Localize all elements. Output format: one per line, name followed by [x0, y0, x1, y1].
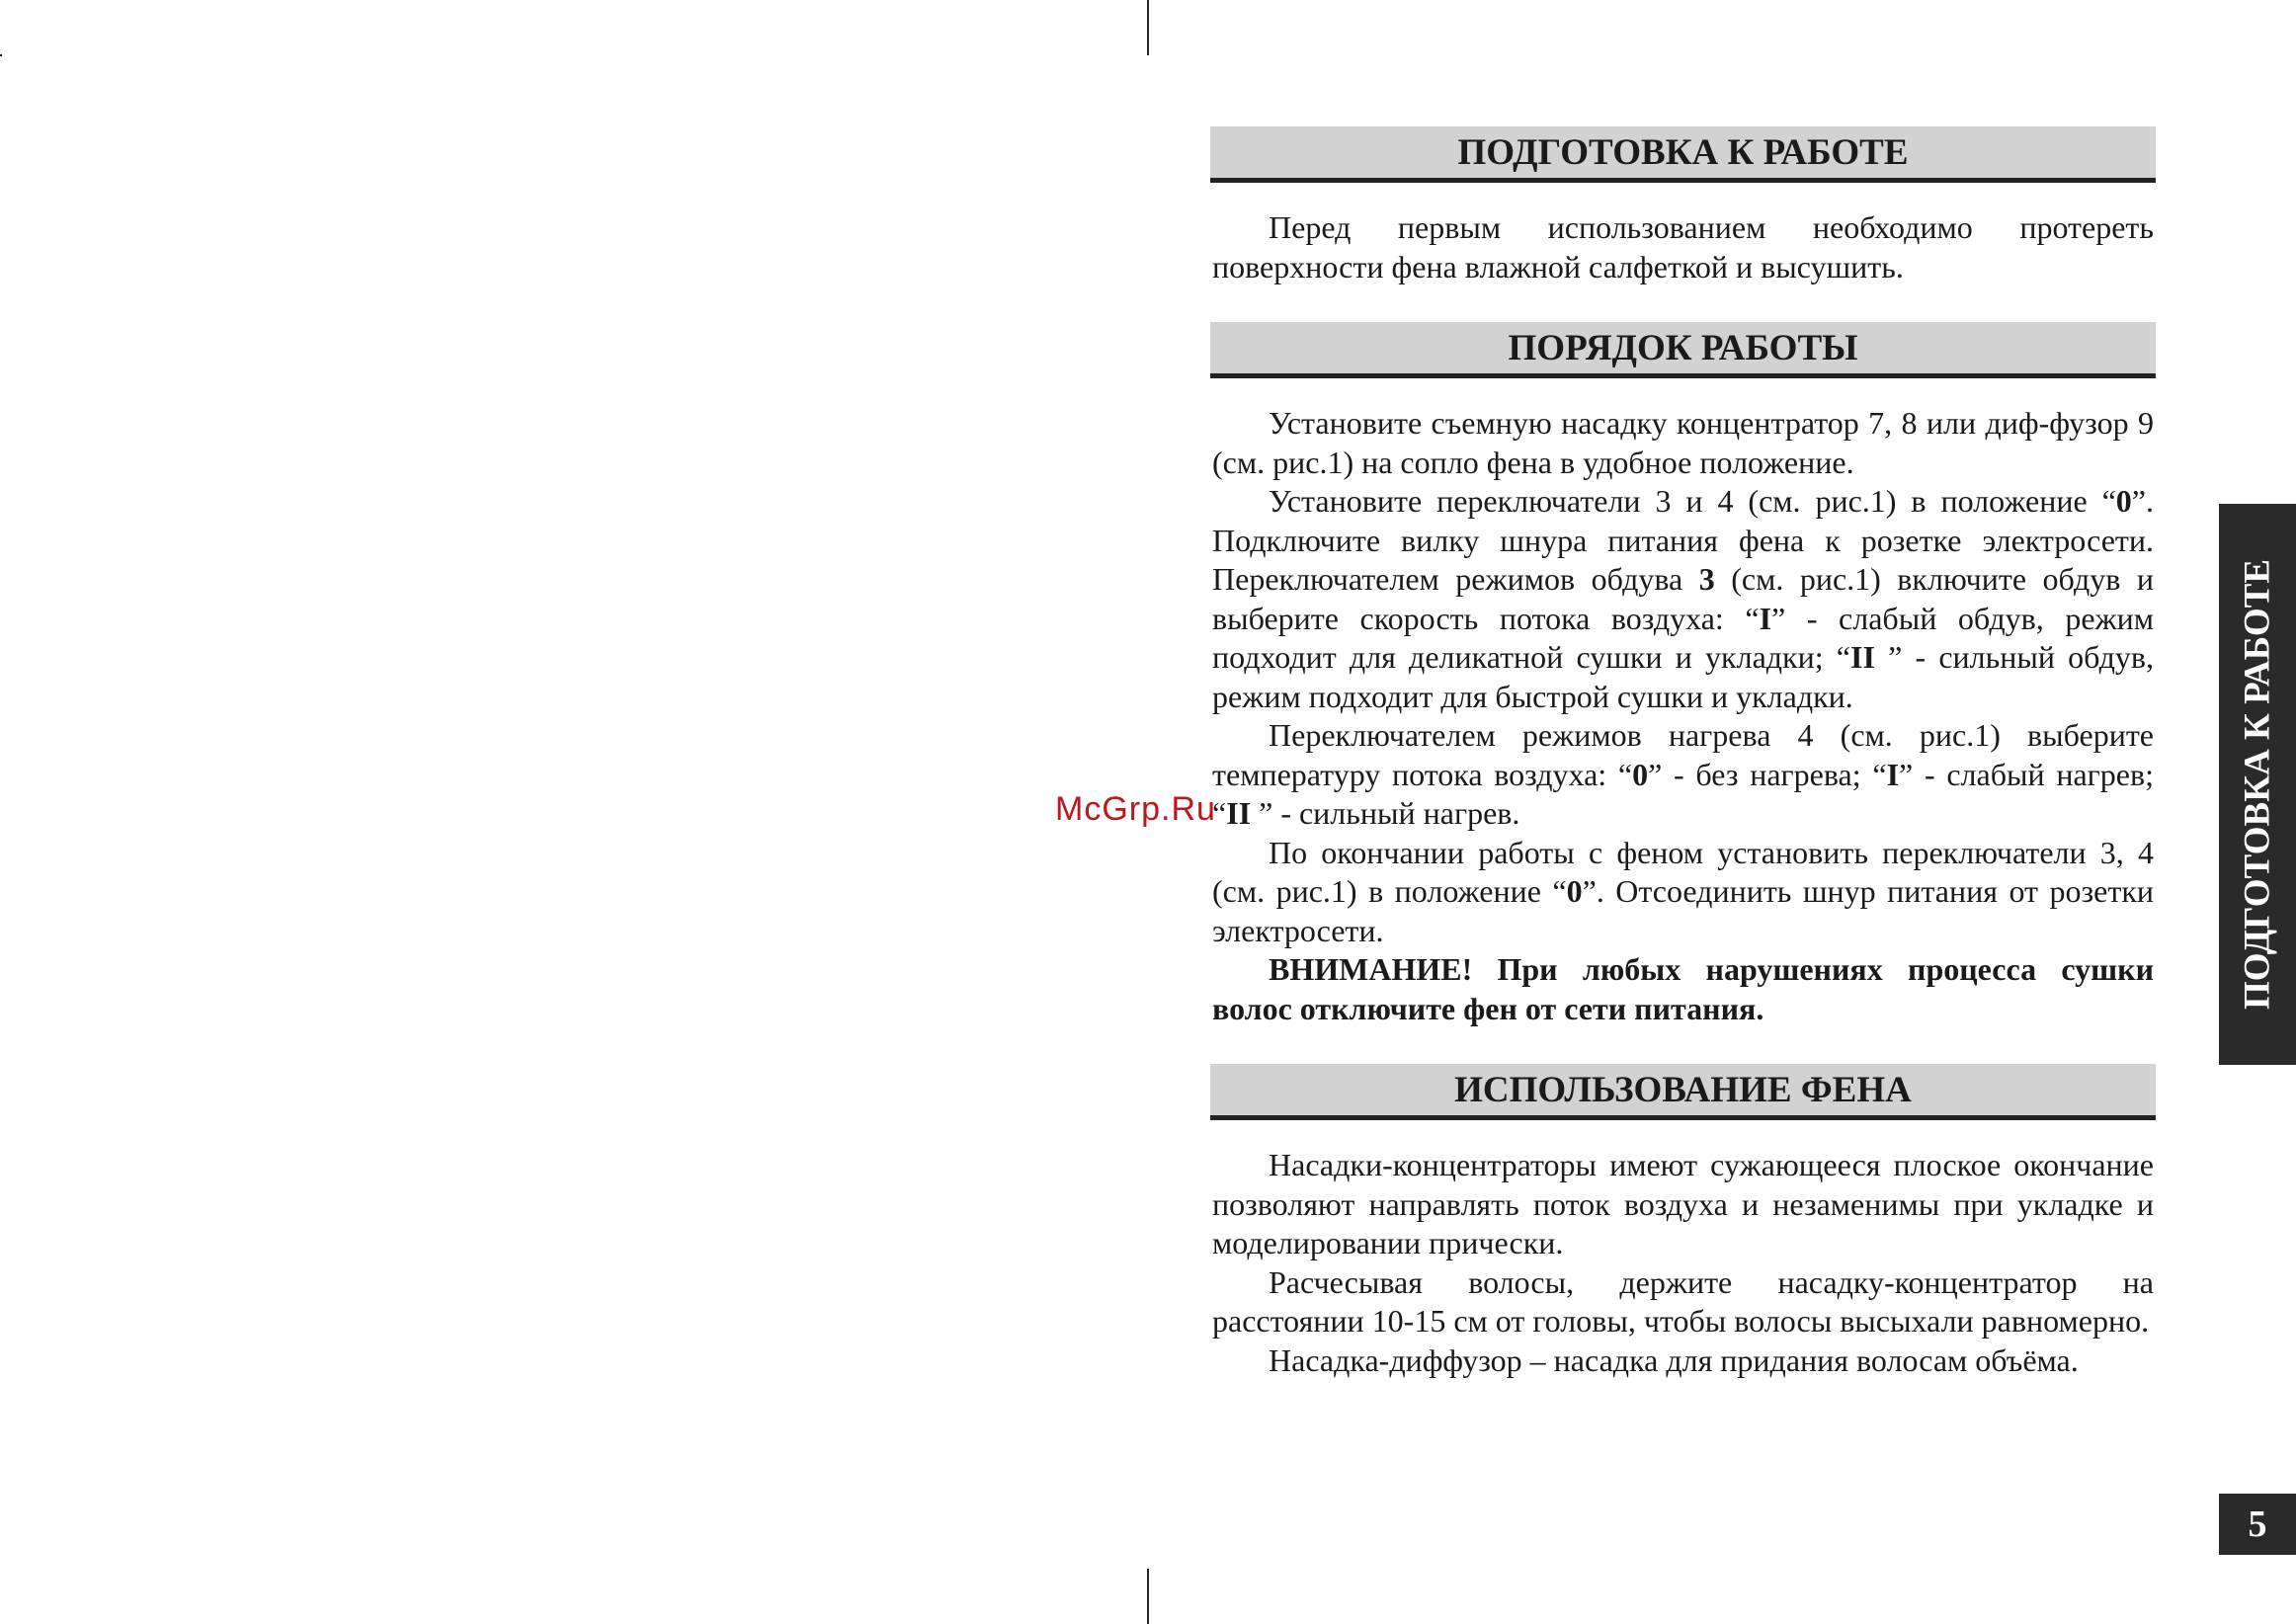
section-body: [1210, 404, 2156, 1028]
bold-text: ВНИМАНИЕ! При любых нарушениях процесса сушки волос отключите фен от сети питания.: [1212, 951, 2154, 1026]
text-run: ” - сильный обдув, режим подходит для быстрой сушки и укладки.: [1212, 639, 2155, 714]
manual-content: [1210, 126, 2156, 1416]
text-run: ”. Отсоединить шнур питания от розетки электросети.: [1212, 873, 2155, 948]
paragraph: [1212, 834, 2154, 951]
bold-text: II: [1226, 795, 1252, 831]
page-number: 5: [2219, 1494, 2296, 1555]
crop-mark: [1147, 1569, 1149, 1624]
paragraph: [1212, 950, 2154, 1028]
bold-text: 0: [1566, 873, 1583, 909]
section-body: [1210, 208, 2156, 286]
bold-text: 3: [1698, 561, 1715, 597]
text-run: Расчесывая волосы, держите насадку-концентратор на расстоянии 10-15 см от головы, чтобы волосы высыхали равномерно.: [1212, 1263, 2154, 1339]
bold-text: 0: [1632, 756, 1649, 792]
side-tab-label: ПОДГОТОВКА К РАБОТЕ: [2237, 558, 2278, 1011]
text-run: Установите переключатели 3 и 4 (см. рис.1) в положение “: [1269, 483, 2116, 519]
bold-text: 0: [2115, 483, 2132, 519]
bold-text: I: [1886, 756, 1900, 792]
crop-mark: [1147, 0, 1149, 55]
text-run: ” - без нагрева; “: [1648, 756, 1887, 792]
paragraph: [1212, 1146, 2154, 1263]
paragraph: [1212, 716, 2154, 834]
section-operation-order: [1210, 322, 2156, 1028]
section-heading: ПОДГОТОВКА К РАБОТЕ: [1210, 126, 2156, 183]
paragraph: [1212, 208, 2154, 286]
watermark: McGrp.Ru: [1055, 790, 1216, 828]
section-body: [1210, 1146, 2156, 1380]
paragraph: [1212, 1263, 2154, 1341]
section-heading: ПОРЯДОК РАБОТЫ: [1210, 322, 2156, 378]
text-run: ”. Подключите вилку шнура питания фена к розетке электросети. Переключателем режимов обдува: [1212, 483, 2154, 597]
bold-text: I: [1759, 600, 1772, 636]
bold-text: II: [1850, 639, 1875, 675]
section-dryer-usage: [1210, 1064, 2156, 1380]
paragraph: [1212, 404, 2154, 482]
crop-mark: [0, 54, 2, 56]
text-run: Насадка-диффузор – насадка для придания волосам объёма.: [1269, 1341, 2079, 1378]
section-preparation: [1210, 126, 2156, 286]
text-run: Установите съемную насадку концентратор 7, 8 или диф-фузор 9 (см. рис.1) на сопло фена в удобное положение.: [1212, 405, 2154, 480]
paragraph: [1212, 1341, 2154, 1381]
side-tab: [2219, 504, 2296, 1065]
section-heading: ИСПОЛЬЗОВАНИЕ ФЕНА: [1210, 1064, 2156, 1120]
text-run: Переключателем режимов нагрева 4 (см. рис.1) выберите температуру потока воздуха: “: [1212, 717, 2154, 792]
text-run: (см. рис.1) включите обдув и выберите скорость потока воздуха: “: [1212, 561, 2155, 636]
text-run: ” - сильный нагрев.: [1251, 795, 1520, 831]
text-run: ” - слабый обдув, режим подходит для деликатной сушки и укладки; “: [1212, 600, 2155, 675]
paragraph: [1212, 482, 2154, 716]
text-run: Насадки-концентраторы имеют сужающееся плоское окончание позволяют направлять поток воздуха и незаменимы при укладке и моделировании прически.: [1212, 1147, 2154, 1260]
text-run: ” - слабый нагрев; “: [1212, 756, 2155, 831]
text-run: По окончании работы с феном установить переключатели 3, 4 (см. рис.1) в положение “: [1212, 834, 2154, 909]
text-run: Перед первым использованием необходимо протереть поверхности фена влажной салфеткой и высушить.: [1212, 209, 2154, 284]
